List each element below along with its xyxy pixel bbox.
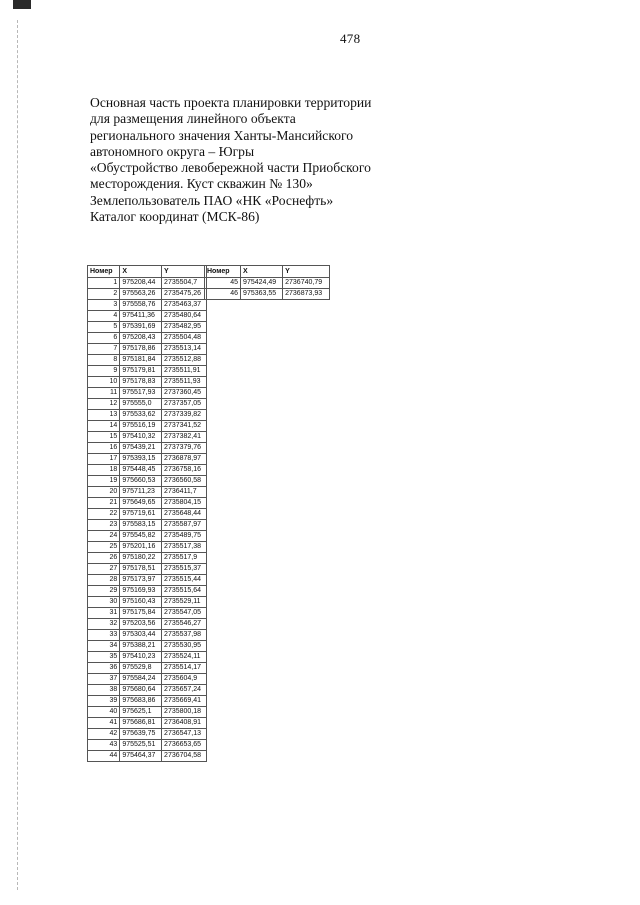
y-coordinate-cell: 2735489,75 [162, 531, 207, 542]
y-coordinate-cell: 2736873,93 [283, 289, 330, 300]
table-row [88, 564, 207, 575]
y-coordinate-cell: 2735804,15 [162, 498, 207, 509]
x-coordinate-cell: 975639,75 [120, 729, 162, 740]
y-coordinate-cell: 2735517,38 [162, 542, 207, 553]
point-number-cell: 2 [88, 289, 120, 300]
y-coordinate-cell: 2737379,76 [162, 443, 207, 454]
y-coordinate-cell: 2737341,52 [162, 421, 207, 432]
x-coordinate-cell: 975391,69 [120, 322, 162, 333]
y-coordinate-cell: 2735480,64 [162, 311, 207, 322]
x-coordinate-cell: 975173,97 [120, 575, 162, 586]
y-coordinate-cell: 2735515,64 [162, 586, 207, 597]
x-coordinate-cell: 975583,15 [120, 520, 162, 531]
coordinate-table-right [204, 265, 330, 300]
point-number-cell: 25 [88, 542, 120, 553]
y-coordinate-cell: 2735515,37 [162, 564, 207, 575]
y-coordinate-cell: 2735514,17 [162, 663, 207, 674]
table-row [88, 432, 207, 443]
y-coordinate-cell: 2736758,16 [162, 465, 207, 476]
point-number-cell: 29 [88, 586, 120, 597]
y-coordinate-cell: 2735669,41 [162, 696, 207, 707]
column-header-y: Y [283, 266, 330, 278]
y-coordinate-cell: 2735475,26 [162, 289, 207, 300]
table-row [88, 608, 207, 619]
x-coordinate-cell: 975525,51 [120, 740, 162, 751]
x-coordinate-cell: 975660,53 [120, 476, 162, 487]
x-coordinate-cell: 975517,93 [120, 388, 162, 399]
table-row [88, 707, 207, 718]
x-coordinate-cell: 975439,21 [120, 443, 162, 454]
point-number-cell: 43 [88, 740, 120, 751]
y-coordinate-cell: 2737360,45 [162, 388, 207, 399]
y-coordinate-cell: 2737357,05 [162, 399, 207, 410]
x-coordinate-cell: 975683,86 [120, 696, 162, 707]
table-row [88, 289, 207, 300]
point-number-cell: 45 [205, 278, 241, 289]
table-row [88, 399, 207, 410]
y-coordinate-cell: 2735504,7 [162, 278, 207, 289]
point-number-cell: 22 [88, 509, 120, 520]
table-row [205, 289, 330, 300]
point-number-cell: 16 [88, 443, 120, 454]
table-row [88, 410, 207, 421]
x-coordinate-cell: 975464,37 [120, 751, 162, 762]
y-coordinate-cell: 2735547,05 [162, 608, 207, 619]
point-number-cell: 3 [88, 300, 120, 311]
table-row [88, 586, 207, 597]
point-number-cell: 9 [88, 366, 120, 377]
point-number-cell: 40 [88, 707, 120, 718]
title-line: автономного округа – Югры [90, 143, 255, 159]
table-row [88, 366, 207, 377]
page-number: 478 [340, 31, 361, 46]
y-coordinate-cell: 2737382,41 [162, 432, 207, 443]
title-line: месторождения. Куст скважин № 130» [90, 176, 313, 192]
x-coordinate-cell: 975529,8 [120, 663, 162, 674]
y-coordinate-cell: 2736653,65 [162, 740, 207, 751]
table-row [88, 454, 207, 465]
title-line: Основная часть проекта планировки территории [90, 95, 372, 110]
x-coordinate-cell: 975388,21 [120, 641, 162, 652]
x-coordinate-cell: 975625,1 [120, 707, 162, 718]
column-header-y: Y [162, 266, 207, 278]
column-header-x: X [120, 266, 162, 278]
point-number-cell: 5 [88, 322, 120, 333]
table-header-row [88, 266, 207, 278]
y-coordinate-cell: 2735604,9 [162, 674, 207, 685]
y-coordinate-cell: 2735463,37 [162, 300, 207, 311]
point-number-cell: 41 [88, 718, 120, 729]
table-row [88, 388, 207, 399]
x-coordinate-cell: 975558,76 [120, 300, 162, 311]
point-number-cell: 21 [88, 498, 120, 509]
table-header-row [205, 266, 330, 278]
point-number-cell: 17 [88, 454, 120, 465]
title-line: для размещения линейного объекта [90, 111, 296, 127]
title-line: «Обустройство левобережной части Приобского [90, 160, 371, 176]
table-row [88, 465, 207, 476]
y-coordinate-cell: 2736878,97 [162, 454, 207, 465]
document-title [90, 95, 390, 225]
y-coordinate-cell: 2736560,58 [162, 476, 207, 487]
table-row [88, 498, 207, 509]
point-number-cell: 24 [88, 531, 120, 542]
point-number-cell: 38 [88, 685, 120, 696]
point-number-cell: 30 [88, 597, 120, 608]
point-number-cell: 14 [88, 421, 120, 432]
point-number-cell: 1 [88, 278, 120, 289]
table-row [88, 597, 207, 608]
point-number-cell: 8 [88, 355, 120, 366]
y-coordinate-cell: 2735513,14 [162, 344, 207, 355]
x-coordinate-cell: 975649,65 [120, 498, 162, 509]
point-number-cell: 6 [88, 333, 120, 344]
x-coordinate-cell: 975545,82 [120, 531, 162, 542]
x-coordinate-cell: 975584,24 [120, 674, 162, 685]
table-row [88, 696, 207, 707]
table-row [88, 278, 207, 289]
y-coordinate-cell: 2736704,58 [162, 751, 207, 762]
x-coordinate-cell: 975410,32 [120, 432, 162, 443]
x-coordinate-cell: 975411,36 [120, 311, 162, 322]
y-coordinate-cell: 2735511,93 [162, 377, 207, 388]
x-coordinate-cell: 975203,56 [120, 619, 162, 630]
point-number-cell: 12 [88, 399, 120, 410]
title-line: Каталог координат (МСК-86) [90, 209, 260, 225]
scan-edge-mark [13, 0, 31, 9]
table-row [88, 520, 207, 531]
x-coordinate-cell: 975363,55 [241, 289, 283, 300]
x-coordinate-cell: 975424,49 [241, 278, 283, 289]
y-coordinate-cell: 2735529,11 [162, 597, 207, 608]
table-row [88, 322, 207, 333]
y-coordinate-cell: 2735511,91 [162, 366, 207, 377]
point-number-cell: 7 [88, 344, 120, 355]
point-number-cell: 26 [88, 553, 120, 564]
point-number-cell: 15 [88, 432, 120, 443]
point-number-cell: 4 [88, 311, 120, 322]
x-coordinate-cell: 975208,43 [120, 333, 162, 344]
point-number-cell: 35 [88, 652, 120, 663]
table-row [88, 476, 207, 487]
x-coordinate-cell: 975448,45 [120, 465, 162, 476]
y-coordinate-cell: 2737339,82 [162, 410, 207, 421]
y-coordinate-cell: 2735800,18 [162, 707, 207, 718]
table-row [88, 311, 207, 322]
x-coordinate-cell: 975180,22 [120, 553, 162, 564]
x-coordinate-cell: 975533,62 [120, 410, 162, 421]
title-line: Землепользователь ПАО «НК «Роснефть» [90, 192, 334, 208]
point-number-cell: 36 [88, 663, 120, 674]
coordinate-table-left [87, 265, 207, 762]
y-coordinate-cell: 2735524,11 [162, 652, 207, 663]
y-coordinate-cell: 2735482,95 [162, 322, 207, 333]
table-row [88, 630, 207, 641]
point-number-cell: 18 [88, 465, 120, 476]
binding-line [17, 20, 18, 890]
table-row [88, 685, 207, 696]
table-row [88, 674, 207, 685]
x-coordinate-cell: 975208,44 [120, 278, 162, 289]
y-coordinate-cell: 2735537,98 [162, 630, 207, 641]
x-coordinate-cell: 975178,83 [120, 377, 162, 388]
point-number-cell: 34 [88, 641, 120, 652]
x-coordinate-cell: 975563,26 [120, 289, 162, 300]
table-row [205, 278, 330, 289]
point-number-cell: 42 [88, 729, 120, 740]
y-coordinate-cell: 2736411,7 [162, 487, 207, 498]
x-coordinate-cell: 975178,51 [120, 564, 162, 575]
table-row [88, 344, 207, 355]
x-coordinate-cell: 975201,16 [120, 542, 162, 553]
point-number-cell: 27 [88, 564, 120, 575]
table-row [88, 641, 207, 652]
y-coordinate-cell: 2735512,88 [162, 355, 207, 366]
point-number-cell: 23 [88, 520, 120, 531]
table-row [88, 652, 207, 663]
y-coordinate-cell: 2735587,97 [162, 520, 207, 531]
point-number-cell: 44 [88, 751, 120, 762]
x-coordinate-cell: 975160,43 [120, 597, 162, 608]
x-coordinate-cell: 975178,86 [120, 344, 162, 355]
table-row [88, 729, 207, 740]
table-row [88, 509, 207, 520]
x-coordinate-cell: 975303,44 [120, 630, 162, 641]
column-header-x: X [241, 266, 283, 278]
point-number-cell: 28 [88, 575, 120, 586]
table-row [88, 619, 207, 630]
table-row [88, 575, 207, 586]
y-coordinate-cell: 2736408,91 [162, 718, 207, 729]
y-coordinate-cell: 2736547,13 [162, 729, 207, 740]
table-row [88, 542, 207, 553]
y-coordinate-cell: 2735517,9 [162, 553, 207, 564]
point-number-cell: 19 [88, 476, 120, 487]
point-number-cell: 33 [88, 630, 120, 641]
x-coordinate-cell: 975516,19 [120, 421, 162, 432]
point-number-cell: 11 [88, 388, 120, 399]
point-number-cell: 31 [88, 608, 120, 619]
x-coordinate-cell: 975169,93 [120, 586, 162, 597]
point-number-cell: 46 [205, 289, 241, 300]
table-row [88, 663, 207, 674]
point-number-cell: 10 [88, 377, 120, 388]
table-row [88, 300, 207, 311]
y-coordinate-cell: 2735515,44 [162, 575, 207, 586]
x-coordinate-cell: 975686,81 [120, 718, 162, 729]
x-coordinate-cell: 975680,64 [120, 685, 162, 696]
table-row [88, 443, 207, 454]
table-row [88, 553, 207, 564]
point-number-cell: 39 [88, 696, 120, 707]
x-coordinate-cell: 975711,23 [120, 487, 162, 498]
column-header-number: Номер [205, 266, 241, 278]
x-coordinate-cell: 975555,0 [120, 399, 162, 410]
table-row [88, 487, 207, 498]
table-row [88, 355, 207, 366]
column-header-number: Номер [88, 266, 120, 278]
table-row [88, 740, 207, 751]
x-coordinate-cell: 975175,84 [120, 608, 162, 619]
point-number-cell: 37 [88, 674, 120, 685]
y-coordinate-cell: 2736740,79 [283, 278, 330, 289]
y-coordinate-cell: 2735504,48 [162, 333, 207, 344]
x-coordinate-cell: 975719,61 [120, 509, 162, 520]
point-number-cell: 32 [88, 619, 120, 630]
table-row [88, 421, 207, 432]
title-line: регионального значения Ханты-Мансийского [90, 127, 354, 143]
table-row [88, 531, 207, 542]
x-coordinate-cell: 975179,81 [120, 366, 162, 377]
y-coordinate-cell: 2735530,95 [162, 641, 207, 652]
point-number-cell: 13 [88, 410, 120, 421]
x-coordinate-cell: 975410,23 [120, 652, 162, 663]
table-row [88, 718, 207, 729]
y-coordinate-cell: 2735546,27 [162, 619, 207, 630]
y-coordinate-cell: 2735657,24 [162, 685, 207, 696]
x-coordinate-cell: 975181,84 [120, 355, 162, 366]
point-number-cell: 20 [88, 487, 120, 498]
table-row [88, 377, 207, 388]
y-coordinate-cell: 2735648,44 [162, 509, 207, 520]
table-row [88, 751, 207, 762]
x-coordinate-cell: 975393,15 [120, 454, 162, 465]
table-row [88, 333, 207, 344]
